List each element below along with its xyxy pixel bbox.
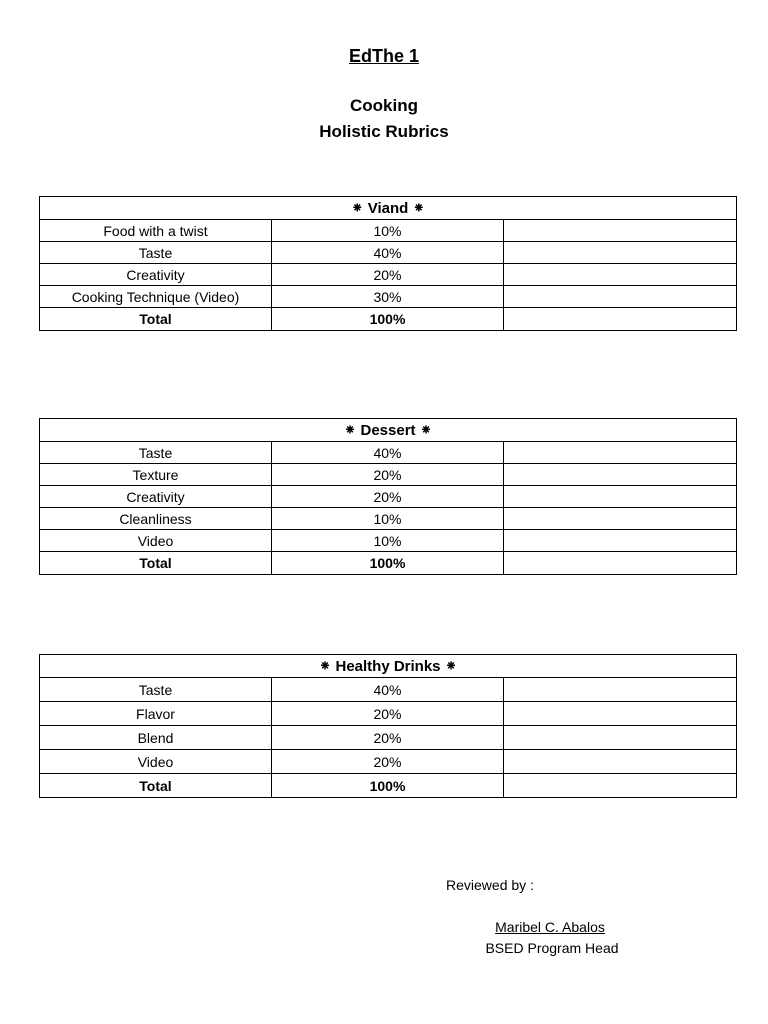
- document-title: Cooking: [350, 96, 418, 115]
- table-row: [40, 264, 737, 286]
- table-row: [40, 702, 737, 726]
- total-weight: 100%: [272, 774, 504, 798]
- table-row: [40, 220, 737, 242]
- score-cell[interactable]: [504, 220, 737, 242]
- criterion-cell: Flavor: [40, 702, 272, 726]
- score-cell[interactable]: [504, 242, 737, 264]
- score-cell[interactable]: [504, 530, 737, 552]
- table-row: [40, 464, 737, 486]
- criterion-cell: Cleanliness: [40, 508, 272, 530]
- weight-cell: 10%: [272, 530, 504, 552]
- score-cell[interactable]: [504, 442, 737, 464]
- criterion-cell: Texture: [40, 464, 272, 486]
- total-row: [40, 774, 737, 798]
- score-cell[interactable]: [504, 726, 737, 750]
- weight-cell: 20%: [272, 750, 504, 774]
- weight-cell: 10%: [272, 508, 504, 530]
- criterion-cell: Video: [40, 530, 272, 552]
- weight-cell: 20%: [272, 486, 504, 508]
- total-score-cell[interactable]: [504, 774, 737, 798]
- score-cell[interactable]: [504, 286, 737, 308]
- criterion-cell: Creativity: [40, 264, 272, 286]
- weight-cell: 30%: [272, 286, 504, 308]
- reviewer-name: Maribel C. Abalos: [495, 919, 605, 935]
- table-row: [40, 750, 737, 774]
- dessert-rubric-table: [39, 418, 737, 575]
- criterion-cell: Blend: [40, 726, 272, 750]
- criterion-cell: Taste: [40, 242, 272, 264]
- table-row: [40, 486, 737, 508]
- criterion-cell: Taste: [40, 442, 272, 464]
- document-subtitle: Holistic Rubrics: [319, 122, 449, 141]
- reviewed-by-label: Reviewed by :: [446, 877, 534, 893]
- weight-cell: 10%: [272, 220, 504, 242]
- weight-cell: 20%: [272, 702, 504, 726]
- weight-cell: 20%: [272, 464, 504, 486]
- table-row: [40, 726, 737, 750]
- reviewer-role: BSED Program Head: [485, 940, 619, 956]
- table-row: [40, 242, 737, 264]
- healthy-drinks-rubric-table: [39, 654, 737, 798]
- criterion-cell: Food with a twist: [40, 220, 272, 242]
- weight-cell: 40%: [272, 442, 504, 464]
- total-label: Total: [40, 774, 272, 798]
- score-cell[interactable]: [504, 750, 737, 774]
- total-row: [40, 308, 737, 331]
- table-row: [40, 286, 737, 308]
- table-row: [40, 530, 737, 552]
- table-heading: ⁕ Viand ⁕: [40, 197, 737, 220]
- total-weight: 100%: [272, 308, 504, 331]
- score-cell[interactable]: [504, 264, 737, 286]
- total-weight: 100%: [272, 552, 504, 575]
- total-label: Total: [40, 552, 272, 575]
- total-score-cell[interactable]: [504, 308, 737, 331]
- table-heading: ⁕ Dessert ⁕: [40, 419, 737, 442]
- course-code: EdThe 1: [348, 46, 419, 66]
- table-row: [40, 678, 737, 702]
- table-row: [40, 508, 737, 530]
- criterion-cell: Cooking Technique (Video): [40, 286, 272, 308]
- score-cell[interactable]: [504, 486, 737, 508]
- total-row: [40, 552, 737, 575]
- weight-cell: 20%: [272, 264, 504, 286]
- criterion-cell: Taste: [40, 678, 272, 702]
- weight-cell: 40%: [272, 678, 504, 702]
- weight-cell: 40%: [272, 242, 504, 264]
- total-label: Total: [40, 308, 272, 331]
- score-cell[interactable]: [504, 464, 737, 486]
- viand-rubric-table: [39, 196, 737, 331]
- weight-cell: 20%: [272, 726, 504, 750]
- criterion-cell: Creativity: [40, 486, 272, 508]
- table-row: [40, 442, 737, 464]
- score-cell[interactable]: [504, 702, 737, 726]
- total-score-cell[interactable]: [504, 552, 737, 575]
- score-cell[interactable]: [504, 678, 737, 702]
- table-heading: ⁕ Healthy Drinks ⁕: [40, 655, 737, 678]
- score-cell[interactable]: [504, 508, 737, 530]
- criterion-cell: Video: [40, 750, 272, 774]
